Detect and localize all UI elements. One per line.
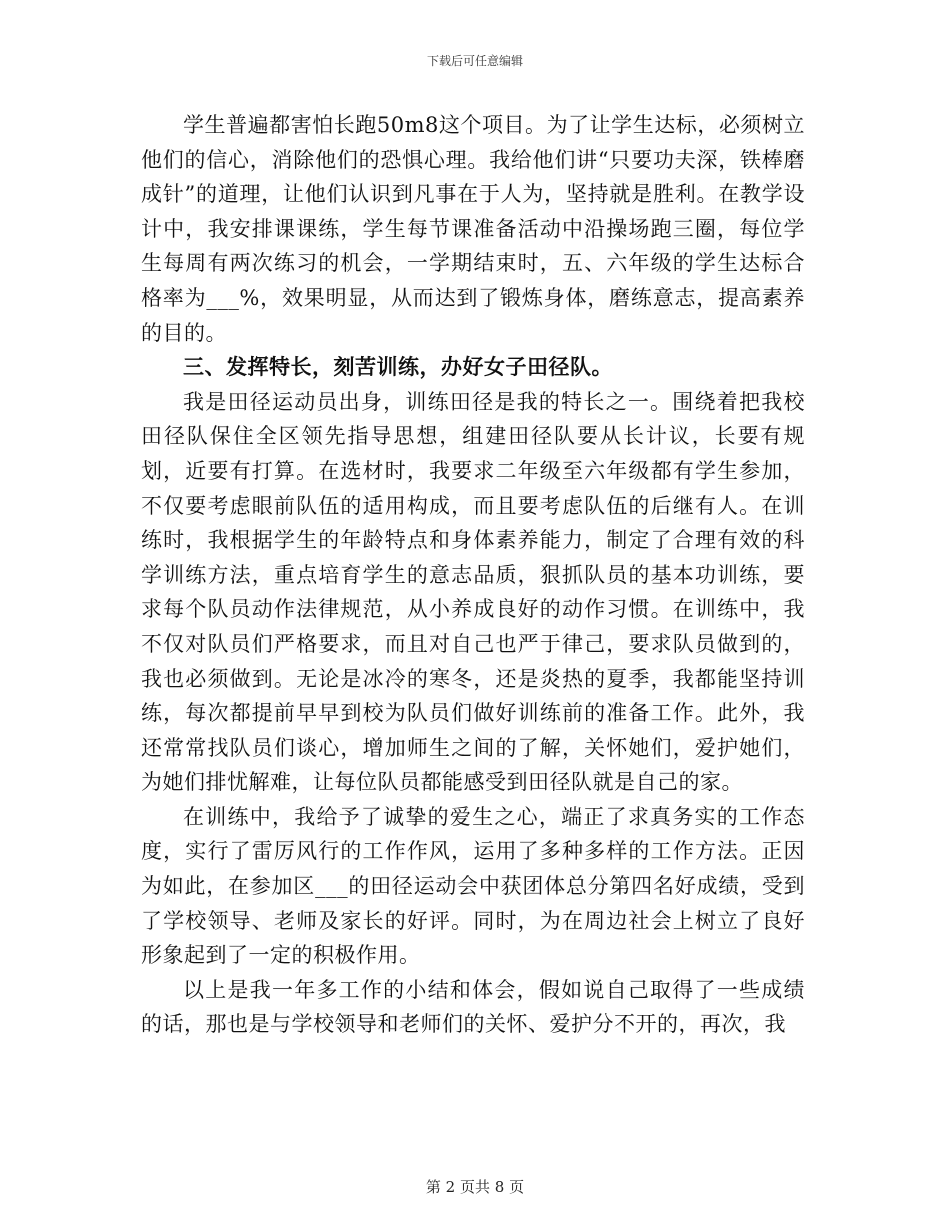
- paragraph-achievements: 在训练中，我给予了诚挚的爱生之心，端正了求真务实的工作态度，实行了雷厉风行的工作作风，运用了多种多样的工作方法。正因为如此，在参加区___的田径运动会中获团体总分第四名好成绩，受到了学校领导、老师及家长的好评。同时，为在周边社会上树立了良好形象起到了一定的积极作用。: [141, 804, 805, 968]
- page-header: 下载后可任意编辑: [426, 54, 523, 68]
- section-heading: 三、发挥特长，刻苦训练，办好女子田径队。: [183, 355, 613, 380]
- paragraph-summary: 以上是我一年多工作的小结和体会，假如说自己取得了一些成绩的话，那也是与学校领导和老师们的关怀、爱护分不开的，再次，我: [141, 977, 805, 1037]
- paragraph-track-team: 我是田径运动员出身，训练田径是我的特长之一。围绕着把我校田径队保住全区领先指导思想，组建田径队要从长计议，长要有规划，近要有打算。在选材时，我要求二年级至六年级都有学生参加，不仅要考虑眼前队伍的适用构成，而且要考虑队伍的后继有人。在训练时，我根据学生的年龄特点和身体素养能力，制定了合理有效的科学训练方法，重点培育学生的意志品质，狠抓队员的基本功训练，要求每个队员动作法律规范，从小养成良好的动作习惯。在训练中，我不仅对队员们严格要求，而且对自己也严于律己，要求队员做到的，我也必须做到。无论是冰冷的寒冬，还是炎热的夏季，我都能坚持训练，每次都提前早早到校为队员们做好训练前的准备工作。此外，我还常常找队员们谈心，增加师生之间的了解，关怀她们，爱护她们，为她们排忧解难，让每位队员都能感受到田径队就是自己的家。: [141, 389, 805, 795]
- paragraph-running-training: 学生普遍都害怕长跑50m8这个项目。为了让学生达标，必须树立他们的信心，消除他们的恐惧心理。我给他们讲“只要功夫深，铁棒磨成针”的道理，让他们认识到凡事在于人为，坚持就是胜利。在教学设计中，我安排课课练，学生每节课准备活动中沿操场跑三圈，每位学生每周有两次练习的机会，一学期结束时，五、六年级的学生达标合格率为___%，效果明显，从而达到了锻炼身体，磨练意志，提高素养的目的。: [141, 113, 805, 345]
- document-body: [141, 108, 805, 1042]
- page-number: 第 2 页共 8 页: [425, 1178, 525, 1196]
